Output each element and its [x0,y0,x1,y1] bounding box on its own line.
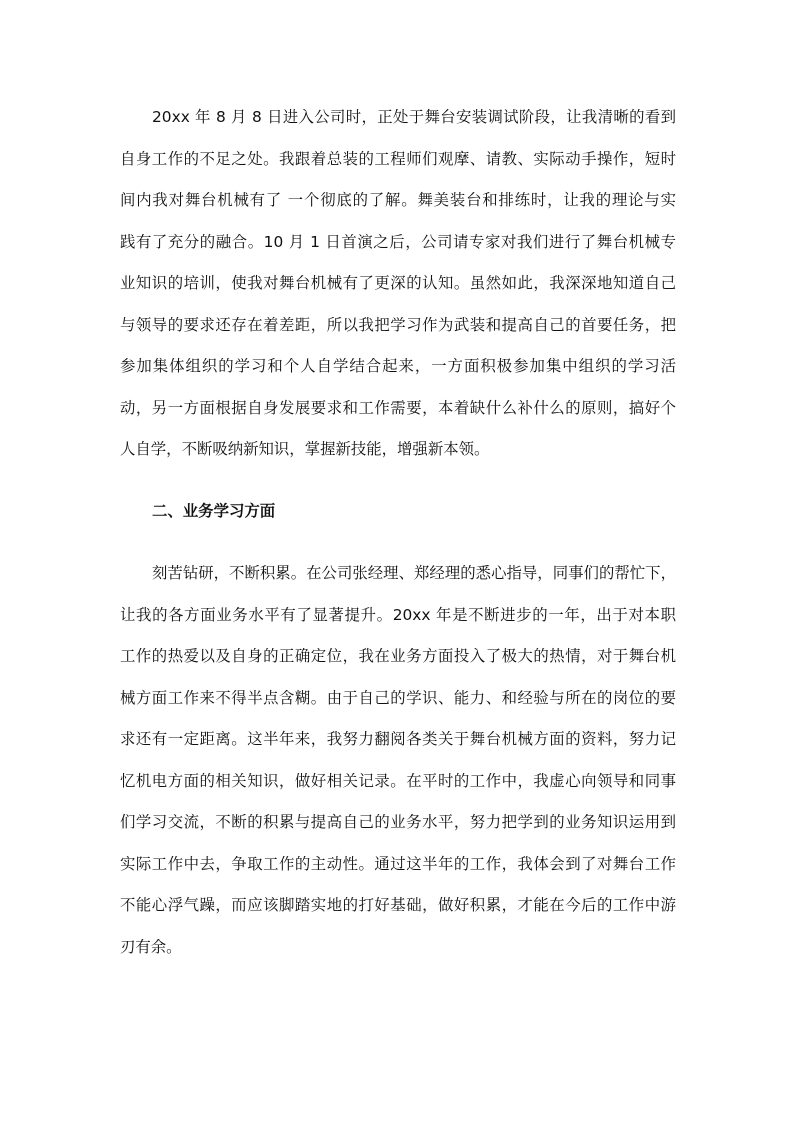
document-body [120,97,676,968]
paragraph-line: 忆机电方面的相关知识，做好相关记录。在平时的工作中，我虚心向领导和同事 [120,771,676,790]
paragraph-line: 求还有一定距离。这半年来，我努力翻阅各类关于舞台机械方面的资料，努力记 [120,730,676,748]
paragraph-line: 不能心浮气躁，而应该脚踏实地的打好基础，做好积累，才能在今后的工作中游 [120,896,676,914]
paragraph-line: 们学习交流，不断的积累与提高自己的业务水平，努力把学到的业务知识运用到 [120,813,676,831]
paragraph-line: 工作的热爱以及自身的正确定位，我在业务方面投入了极大的热情，对于舞台机 [120,647,676,665]
section-heading: 二、业务学习方面 [152,502,276,520]
paragraph-line: 让我的各方面业务水平有了显著提升。20xx 年是不断进步的一年，出于对本职 [120,605,676,624]
paragraph-line: 械方面工作来不得半点含糊。由于自己的学识、能力、和经验与所在的岗位的要 [120,688,676,707]
paragraph-line: 20xx 年 8 月 8 日进入公司时，正处于舞台安装调试阶段，让我清晰的看到 [152,108,676,126]
paragraph-line: 刻苦钻研，不断积累。在公司张经理、郑经理的悉心指导，同事们的帮忙下， [152,564,676,582]
paragraph-line: 自身工作的不足之处。我跟着总装的工程师们观摩、请教、实际动手操作，短时 [120,149,676,168]
paragraph-line: 实际工作中去，争取工作的主动性。通过这半年的工作，我体会到了对舞台工作 [120,854,676,873]
paragraph-line: 刃有余。 [120,937,182,956]
paragraph-line: 参加集体组织的学习和个人自学结合起来，一方面积极参加集中组织的学习活 [120,357,676,375]
paragraph-line: 业知识的培训，使我对舞台机械有了更深的认知。虽然如此，我深深地知道自己 [120,274,676,292]
paragraph-work-progress [120,97,676,471]
paragraph-line: 与领导的要求还存在着差距，所以我把学习作为武装和提高自己的首要任务，把 [120,315,676,334]
paragraph-line: 践有了充分的融合。10 月 1 日首演之后，公司请专家对我们进行了舞台机械专 [120,232,676,251]
paragraph-line: 人自学，不断吸纳新知识，掌握新技能，增强新本领。 [120,440,490,458]
paragraph-line: 间内我对舞台机械有了 一个彻底的了解。舞美装台和排练时，让我的理论与实 [120,191,676,209]
paragraph-line: 动，另一方面根据自身发展要求和工作需要，本着缺什么补什么的原则，搞好个 [120,398,676,417]
paragraph-business-study [120,553,676,968]
